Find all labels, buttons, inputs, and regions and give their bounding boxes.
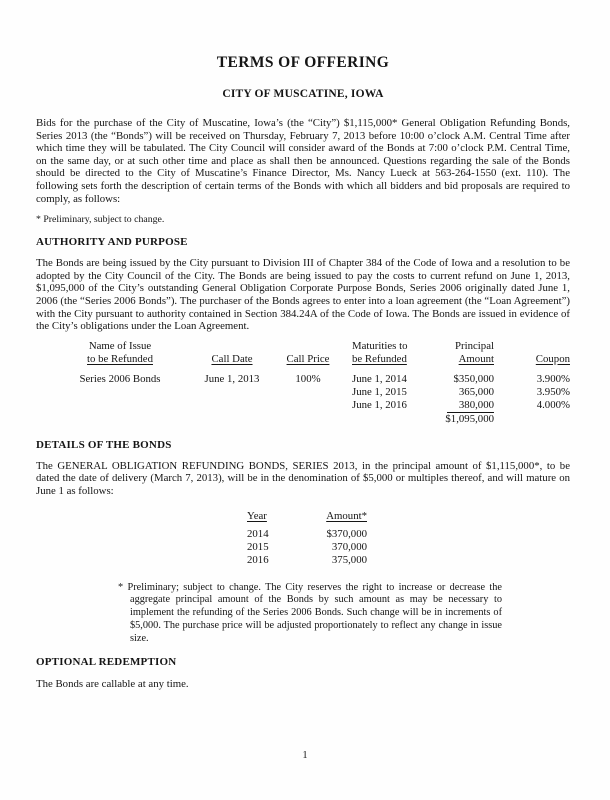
- cell-principal-amount: $350,000: [453, 372, 494, 385]
- column-header-principal-line2: Amount: [458, 352, 494, 365]
- refunding-table-header-row: [54, 340, 570, 366]
- column-header-principal-amount: [438, 340, 494, 366]
- cell-amount: 370,000: [331, 540, 367, 553]
- document-content: [36, 0, 570, 691]
- cell-year: 2016: [247, 553, 269, 566]
- cell-call-date: June 1, 2013: [204, 372, 260, 385]
- cell-name-of-issue: [54, 399, 186, 413]
- subtotal-underlined-amount: 380,000: [447, 399, 494, 413]
- column-header-maturities: [338, 340, 438, 366]
- cell-call-date: [186, 399, 278, 413]
- cell-amount: 375,000: [331, 553, 367, 566]
- column-header-year: Year: [247, 509, 267, 522]
- column-header-principal-line1: Principal: [455, 339, 494, 352]
- cell-call-date: [186, 386, 278, 399]
- cell-call-price: 100%: [295, 372, 321, 385]
- cell-maturity: June 1, 2015: [352, 385, 407, 398]
- preliminary-footnote: * Preliminary; subject to change. The City reserves the right to increase or decrease the aggregate principal amount of the Bonds by such amount as may be necessary to implement the refunding of the Series 2006 Bonds. Such change will be in increments of $5,000. The purchase price will be adjusted proportionately to reflect any change in issue size.: [118, 581, 502, 645]
- maturity-schedule-row: [247, 554, 570, 567]
- cell-principal-amount: 365,000: [458, 385, 494, 398]
- maturity-schedule-row: [247, 528, 570, 541]
- details-of-the-bonds-paragraph: The GENERAL OBLIGATION REFUNDING BONDS, SERIES 2013, in the principal amount of $1,115,000*, to be dated the date of delivery (March 7, 2013), will be in the denomination of $5,000 or multiples thereof, and will mature on June 1 as follows:: [36, 459, 570, 497]
- cell-name-of-issue: Series 2006 Bonds: [79, 372, 161, 385]
- maturity-schedule-row: [247, 541, 570, 554]
- refunding-table-row: [54, 399, 570, 413]
- document-subtitle: CITY OF MUSCATINE, IOWA: [222, 88, 384, 100]
- cell-coupon: 3.900%: [536, 372, 570, 385]
- refunding-table-row: [54, 373, 570, 386]
- cell-amount: $370,000: [326, 527, 367, 540]
- refunding-table-row: [54, 386, 570, 399]
- authority-and-purpose-paragraph: The Bonds are being issued by the City pursuant to Division III of Chapter 384 of the Code of Iowa and a resolution to be adopted by the City Council of the City. The Bonds are being issued to pay the costs to current refund on June 1, 2013, $1,095,000 of the City’s outstanding General Obligation Corporate Purpose Bonds, Series 2006 originally dated June 1, 2006 (the “Series 2006 Bonds”). The purchaser of the Bonds agrees to enter into a loan agreement (the “Loan Agreement”) with the City pursuant to authority contained in Section 384.24A of the Code of Iowa. The Bonds are issued in evidence of the City’s obligations under the Loan Agreement.: [36, 257, 570, 333]
- cell-maturity: June 1, 2014: [352, 372, 407, 385]
- cell-call-price: [278, 386, 338, 399]
- cell-principal-amount: [438, 399, 494, 413]
- column-header-call-date-label: Call Date: [211, 352, 253, 365]
- maturity-schedule-header-row: [247, 510, 570, 523]
- cell-coupon: 3.950%: [536, 385, 570, 398]
- column-header-name-line1: Name of Issue: [88, 339, 152, 352]
- page-number: 1: [302, 750, 308, 761]
- maturity-schedule-table: [247, 510, 570, 567]
- optional-redemption-heading: OPTIONAL REDEMPTION: [36, 656, 177, 669]
- column-header-call-date: [186, 340, 278, 366]
- refunding-table-total-row: [54, 413, 570, 426]
- cell-year: 2015: [247, 540, 269, 553]
- authority-and-purpose-heading: AUTHORITY AND PURPOSE: [36, 236, 188, 249]
- intro-paragraph: Bids for the purchase of the City of Muscatine, Iowa’s (the “City”) $1,115,000* General Obligation Refunding Bonds, Series 2013 (the “Bonds”) will be received on Thursday, February 7, 2013 before 10:00 o’clock A.M. Central Time after which time they will be tabulated. The City Council will consider award of the Bonds at 7:00 o’clock P.M. Central Time, on the same day, or at such other time and place as shall then be announced. Questions regarding the sale of the Bonds should be directed to the City of Muscatine’s Finance Director, Ms. Nancy Lueck at 563-264-1550 (ext. 110). The following sets forth the description of certain terms of the Bonds with which all bidders and bid proposals are required to comply, as follows:: [36, 117, 570, 205]
- column-header-name-of-issue: [54, 340, 186, 366]
- column-header-call-price: [278, 340, 338, 366]
- cell-total-principal-amount: $1,095,000: [445, 412, 494, 425]
- column-header-call-price-label: Call Price: [286, 352, 330, 365]
- cell-year: 2014: [247, 527, 269, 540]
- cell-call-price: [278, 399, 338, 413]
- details-of-the-bonds-heading: DETAILS OF THE BONDS: [36, 438, 172, 451]
- preliminary-note: * Preliminary, subject to change.: [36, 214, 165, 226]
- document-title: TERMS OF OFFERING: [216, 54, 390, 71]
- cell-maturity: June 1, 2016: [352, 398, 407, 411]
- column-header-maturities-line1: Maturities to: [352, 339, 408, 352]
- refunding-table: [54, 340, 570, 426]
- column-header-coupon: [494, 340, 570, 366]
- column-header-amount: Amount*: [326, 509, 367, 522]
- column-header-maturities-line2: be Refunded: [352, 352, 407, 365]
- optional-redemption-paragraph: The Bonds are callable at any time.: [36, 678, 189, 691]
- cell-coupon: 4.000%: [536, 398, 570, 411]
- cell-name-of-issue: [54, 386, 186, 399]
- column-header-name-line2: to be Refunded: [87, 352, 153, 365]
- column-header-coupon-label: Coupon: [535, 352, 570, 365]
